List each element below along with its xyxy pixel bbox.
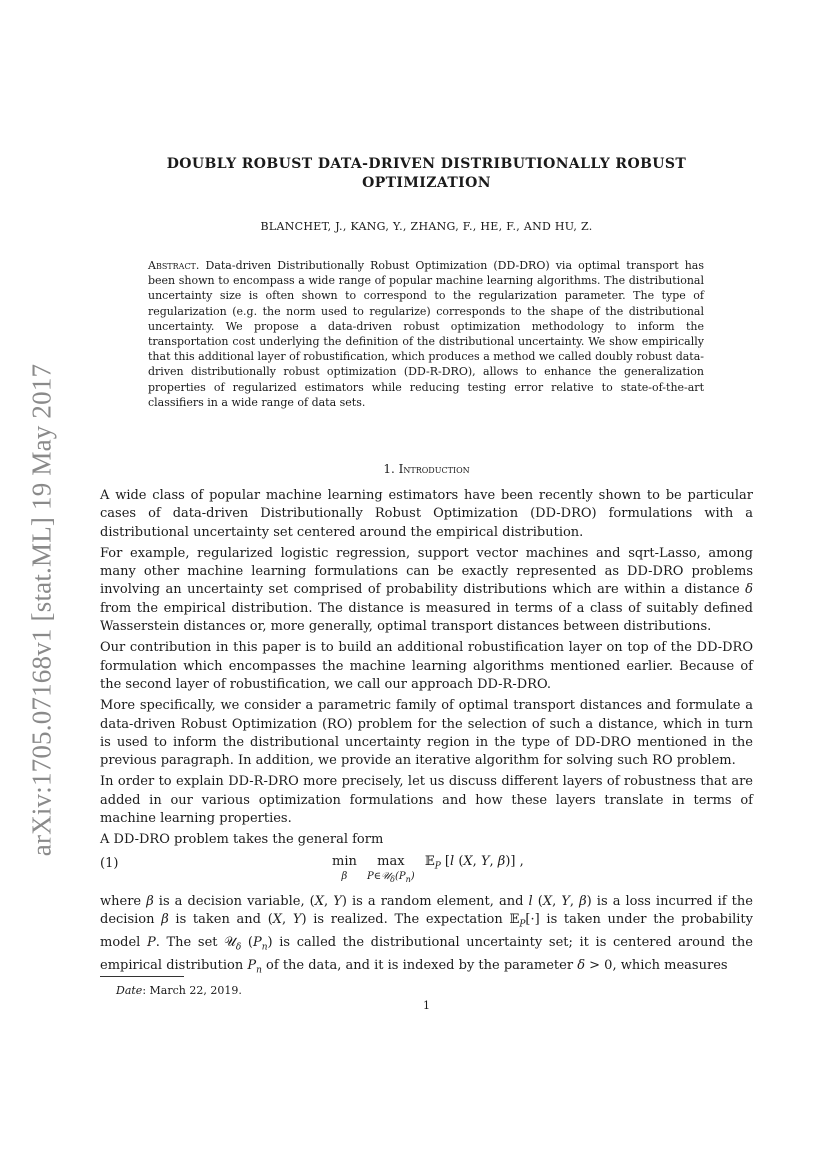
- section-heading: [100, 462, 753, 476]
- footnote-label: Date: [116, 984, 143, 997]
- section-number: 1.: [383, 462, 395, 476]
- authors: BLANCHET, J., KANG, Y., ZHANG, F., HE, F., AND HU, Z.: [260, 220, 593, 233]
- paragraph: For example, regularized logistic regression, support vector machines and sqrt-Lasso, among many other machine learning formulations can be exactly represented as DD-DRO problems involving an uncertainty set comprised of probability distributions which are within a distance δ from the empirical distribution. The distance is measured in terms of a class of suitably defined Wasserstein distances or, more generally, optimal transport distances between distributions.: [100, 545, 753, 635]
- paragraph: A DD-DRO problem takes the general form: [100, 832, 384, 848]
- equation-body: min β max $P\in 𝒰_\delta(P_n)$ 𝔼$_P$ [l (X, Y, β)] ,: [332, 853, 524, 884]
- section-title: Introduction: [398, 462, 470, 476]
- page-number: 1: [423, 999, 430, 1012]
- body-text: [100, 487, 753, 983]
- equation-number: (1): [100, 855, 119, 871]
- paper-title: [100, 155, 753, 193]
- paragraph: In order to explain DD-R-DRO more precisely, let us discuss different layers of robustness that are added in our various optimization formulations and how these layers translate in terms of machine learning properties.: [100, 774, 753, 827]
- footnote: [116, 984, 242, 997]
- title-line-1: DOUBLY ROBUST DATA-DRIVEN DISTRIBUTIONALLY ROBUST: [166, 156, 687, 172]
- paragraph: A wide class of popular machine learning estimators have been recently shown to be particular cases of data-driven Distributionally Robust Optimization (DD-DRO) formulations with a distributional uncertainty set centered around the empirical distribution.: [100, 488, 753, 540]
- paragraph: where β is a decision variable, (X, Y) is a random element, and l (X, Y, β) is a loss incurred if the decision β is taken and (X, Y) is realized. The expectation 𝔼$_P$[·] is taken under the probability model P. The set 𝒰$_\delta$ $(P_n)$ is called the distributional uncertainty set; it is centered around the empirical distribution $P_n$ of the data, and it is indexed by the parameter δ > 0, which measures: [100, 893, 753, 976]
- abstract: [148, 258, 704, 410]
- paragraph: Our contribution in this paper is to build an additional robustification layer on top of the DD-DRO formulation which encompasses the machine learning algorithms mentioned earlier. Because of the second layer of robustification, we call our approach DD-R-DRO.: [100, 640, 753, 692]
- footnote-divider: [100, 976, 184, 977]
- paragraph: More specifically, we consider a parametric family of optimal transport distances and formulate a data-driven Robust Optimization (RO) problem for the selection of such a distance, which in turn is used to inform the distributional uncertainty region in the type of DD-DRO mentioned in the previous paragraph. In addition, we provide an iterative algorithm for solving such RO problem.: [100, 698, 753, 769]
- arxiv-sidebar-stamp: [22, 352, 62, 867]
- arxiv-id: arXiv:1705.07168v1 [stat.ML] 19 May 2017: [26, 363, 57, 856]
- abstract-label: Abstract.: [148, 259, 200, 272]
- title-line-2: OPTIMIZATION: [362, 175, 491, 191]
- abstract-text: Data-driven Distributionally Robust Optimization (DD-DRO) via optimal transport has been shown to encompass a wide range of popular machine learning algorithms. The distributional uncertainty size is often shown to correspond to the regularization parameter. The type of regularization (e.g. the norm used to regularize) corresponds to the shape of the distributional uncertainty. We propose a data-driven robust optimization methodology to inform the transportation cost underlying the definition of the distributional uncertainty. We show empirically that this additional layer of robustification, which produces a method we called doubly robust data-driven distributionally robust optimization (DD-R-DRO), allows to enhance the generalization properties of regularized estimators while reducing testing error relative to state-of-the-art classifiers in a wide range of data sets.: [148, 259, 704, 409]
- equation-1: [100, 853, 753, 889]
- footnote-text: : March 22, 2019.: [142, 984, 242, 997]
